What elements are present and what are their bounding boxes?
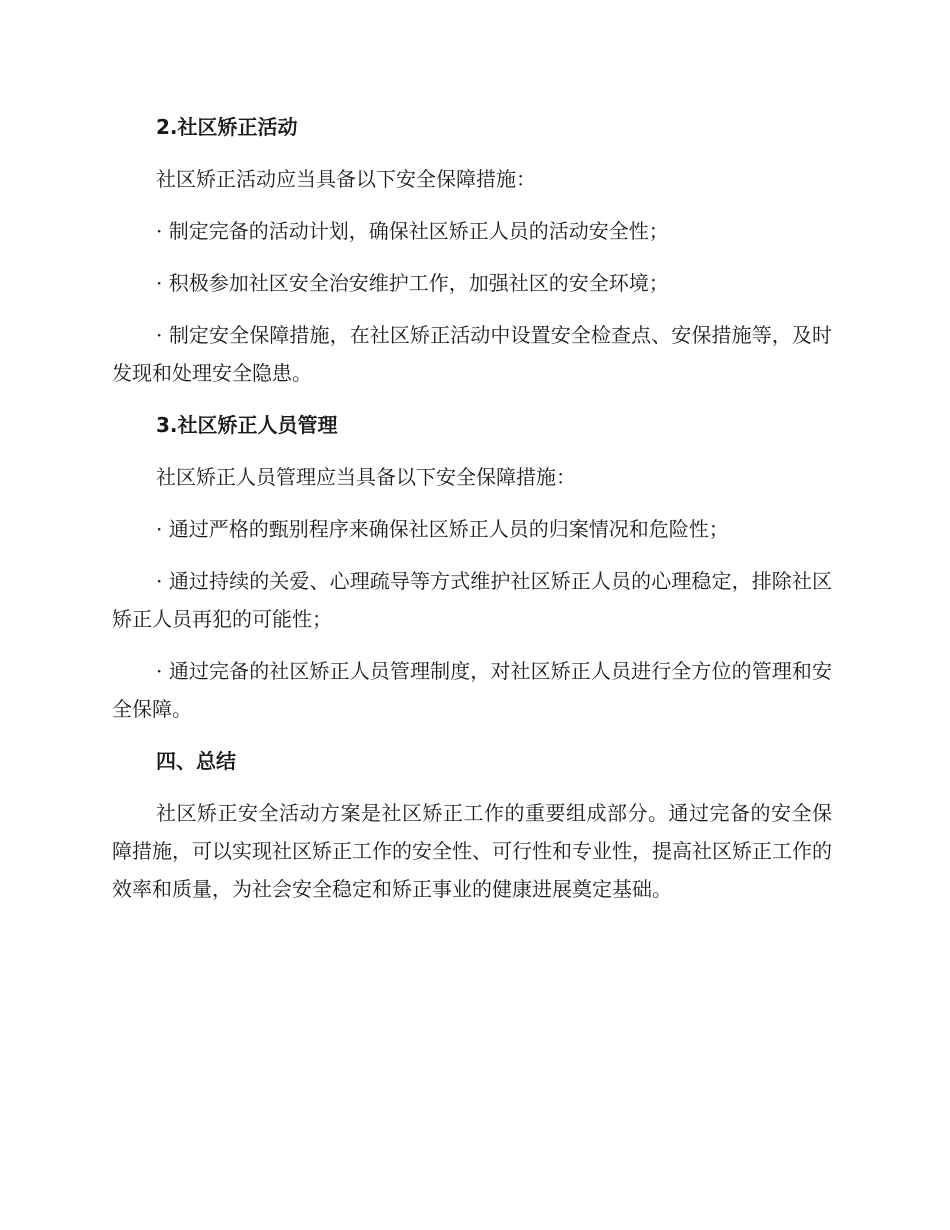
section-2-item-2: · 积极参加社区安全治安维护工作，加强社区的安全环境； [156, 271, 669, 295]
section-2-intro: 社区矫正活动应当具备以下安全保障措施： [156, 167, 536, 191]
section-3-heading: 3.社区矫正人员管理 [156, 413, 338, 437]
section-3-item-3: · 通过完备的社区矫正人员管理制度，对社区矫正人员进行全方位的管理和安全保障。 [112, 659, 832, 721]
section-2-item-3: · 制定安全保障措施，在社区矫正活动中设置安全检查点、安保措施等，及时发现和处理安全隐患。 [112, 323, 832, 385]
section-3-item-2: · 通过持续的关爱、心理疏导等方式维护社区矫正人员的心理稳定，排除社区矫正人员再犯的可能性； [112, 569, 832, 631]
section-2-item-1: · 制定完备的活动计划，确保社区矫正人员的活动安全性； [156, 219, 669, 243]
section-3-intro: 社区矫正人员管理应当具备以下安全保障措施： [156, 465, 576, 489]
section-3-item-1: · 通过严格的甄别程序来确保社区矫正人员的归案情况和危险性； [156, 517, 729, 541]
document-body [112, 108, 832, 922]
summary-paragraph: 社区矫正安全活动方案是社区矫正工作的重要组成部分。通过完备的安全保障措施，可以实现社区矫正工作的安全性、可行性和专业性，提高社区矫正工作的效率和质量，为社会安全稳定和矫正事业的健康进展奠定基础。 [112, 801, 832, 901]
section-4-heading: 四、总结 [156, 749, 236, 773]
section-2-heading: 2.社区矫正活动 [156, 115, 298, 139]
